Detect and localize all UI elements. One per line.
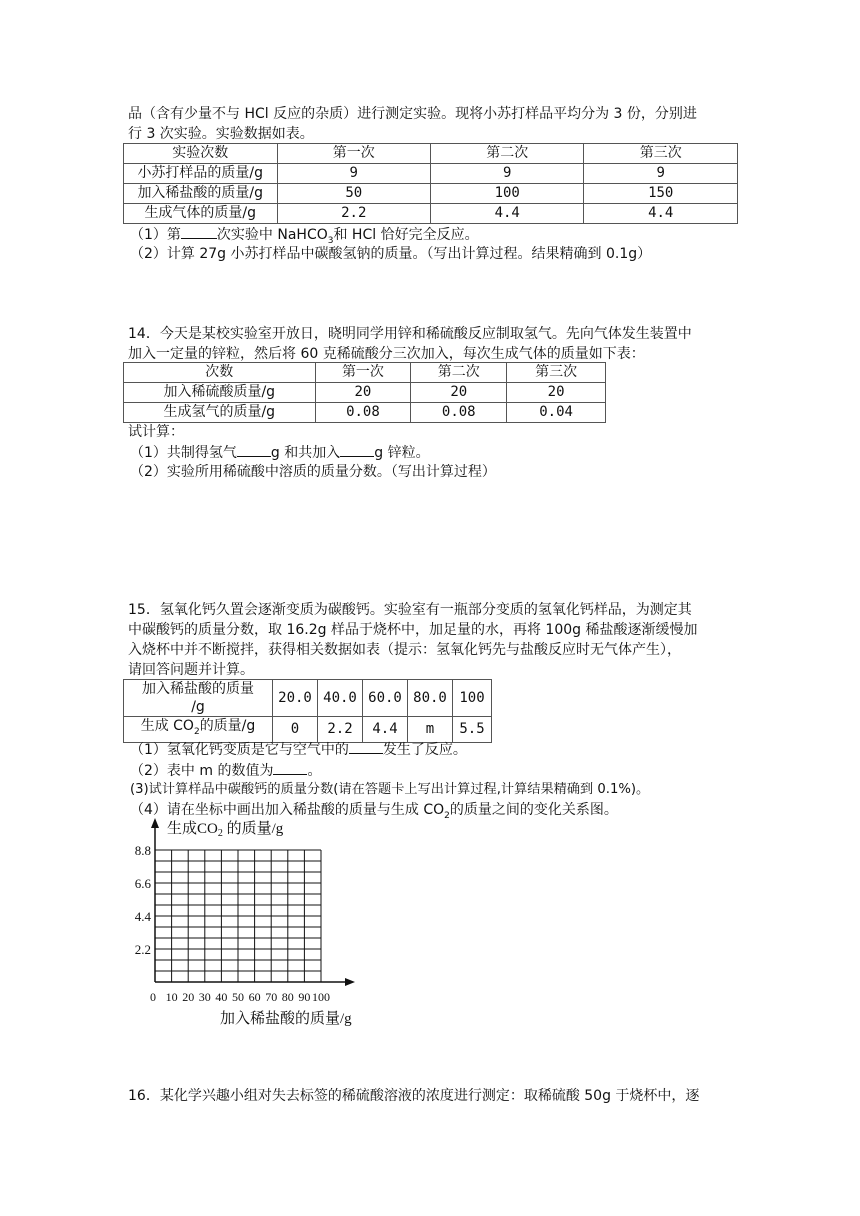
table-header-cell: 第三次 [584,144,738,164]
table-header-cell: 第一次 [277,144,430,164]
table-cell: 4.4 [363,717,408,743]
q13-intro-line1: 品（含有少量不与 HCl 反应的杂质）进行测定实验。现将小苏打样品平均分为 3 份，分别进 [128,106,697,122]
x-tick-label: 70 [265,990,278,1004]
y-tick-label: 6.6 [134,876,151,891]
q13-intro-line2: 行 3 次实验。实验数据如表。 [128,126,314,142]
q15-data-table [123,679,492,743]
table-cell: 加入稀硫酸质量/g [124,383,316,403]
q16-intro-line1: 16．某化学兴趣小组对失去标签的稀硫酸溶液的浓度进行测定：取稀硫酸 50g 于烧杯中，逐 [128,1088,700,1104]
q15-intro-line1: 15．氢氧化钙久置会逐渐变质为碳酸钙。实验室有一瓶部分变质的氢氧化钙样品，为测定其 [128,602,692,618]
table-cell: 60.0 [363,680,408,717]
table-cell: 9 [277,164,430,184]
table-header-cell: 次数 [124,363,316,383]
table-cell: 4.4 [584,204,738,224]
q13-subquestion-2: （2）计算 27g 小苏打样品中碳酸氢钠的质量。（写出计算过程。结果精确到 0.1g） [130,246,652,262]
table-cell: 加入稀盐酸的质量/g [124,184,278,204]
table-header-cell: 实验次数 [124,144,278,164]
table-header-cell: 第二次 [411,363,507,383]
x-tick-label: 0 [150,990,156,1004]
table-cell: 生成气体的质量/g [124,204,278,224]
table-cell: 生成氢气的质量/g [124,403,316,423]
y-tick-label: 2.2 [134,942,151,957]
answer-blank[interactable] [237,442,271,457]
table-cell: 2.2 [318,717,363,743]
table-row [124,383,606,403]
q13-subquestion-1: （1）第 次实验中 NaHCO$_3$和 HCl 恰好完全反应。 [130,224,750,251]
x-tick-label: 90 [298,990,311,1004]
table-row [124,164,738,184]
table-cell: 小苏打样品的质量/g [124,164,278,184]
q14-try-label: 试计算： [128,424,184,440]
table-header-cell: 第二次 [430,144,583,164]
q14-intro-line2: 加入一定量的锌粒，然后将 60 克稀硫酸分三次加入，每次生成气体的质量如下表： [128,346,645,362]
table-cell: 2.2 [277,204,430,224]
x-tick-label: 30 [198,990,211,1004]
answer-blank[interactable] [340,442,374,457]
table-cell: m [408,717,453,743]
table-cell: 0.08 [411,403,507,423]
table-cell: 20 [411,383,507,403]
y-tick-label: 8.8 [134,843,151,858]
q15-intro-line4: 请回答问题并计算。 [128,662,254,678]
q15-subquestion-1: （1）氢氧化钙变质是它与空气中的 发生了反应。 [130,739,750,760]
table-cell: 20.0 [273,680,318,717]
table-row [124,403,606,423]
table-row [124,680,492,717]
answer-blank[interactable] [349,739,383,754]
q15-intro-line2: 中碳酸钙的质量分数，取 16.2g 样品于烧杯中，加足量的水，再将 100g 稀盐酸逐渐缓慢加 [128,622,698,638]
x-axis-label: 加入稀盐酸的质量/g [220,1011,352,1027]
table-cell: 100 [453,680,492,717]
table-cell: 80.0 [408,680,453,717]
table-cell: 20 [507,383,606,403]
table-cell: 0 [273,717,318,743]
x-tick-label: 50 [232,990,244,1004]
table-cell: 150 [584,184,738,204]
table-cell: 9 [430,164,583,184]
x-tick-label: 10 [165,990,178,1004]
table-cell: 50 [277,184,430,204]
table-row-label: 生成 $CO_2$的质量/g [124,717,273,743]
table-header-cell: 第一次 [315,363,411,383]
x-tick-label: 40 [215,990,228,1004]
q15-subquestion-4: （4）请在坐标中画出加入稀盐酸的质量与生成 $CO_2$的质量之间的变化关系图。 [130,802,618,821]
coordinate-grid-chart [125,812,385,1032]
table-cell: 0.08 [315,403,411,423]
q15-subquestion-3: (3)试计算样品中碳酸钙的质量分数(请在答题卡上写出计算过程,计算结果精确到 0.1%)。 [130,782,650,797]
table-header-cell: 第三次 [507,363,606,383]
x-tick-label: 60 [248,990,261,1004]
y-tick-labels [135,843,152,957]
table-row-label: 加入稀盐酸的质量 /g [124,680,273,717]
table-cell: 4.4 [430,204,583,224]
x-axis-arrow-icon [345,978,355,986]
table-cell: 20 [315,383,411,403]
table-cell: 0.04 [507,403,606,423]
table-row [124,144,738,164]
q14-subquestion-1: （1）共制得氢气 g 和共加入 g 锌粒。 [130,442,750,463]
q14-subquestion-2: （2）实验所用稀硫酸中溶质的质量分数。（写出计算过程） [130,464,496,480]
x-tick-label: 100 [312,990,330,1004]
q14-intro-line1: 14．今天是某校实验室开放日，晓明同学用锌和稀硫酸反应制取氢气。先向气体发生装置中 [128,326,692,342]
answer-blank[interactable] [273,760,307,775]
table-row [124,184,738,204]
y-axis-arrow-icon [151,818,159,828]
x-tick-label: 80 [281,990,294,1004]
y-axis-label: 生成$CO_2$ 的质量/g [167,821,284,839]
table-cell: 100 [430,184,583,204]
table-cell: 40.0 [318,680,363,717]
x-tick-label: 20 [182,990,195,1004]
y-tick-label: 4.4 [134,909,151,924]
answer-blank[interactable] [181,224,217,239]
table-cell: 5.5 [453,717,492,743]
x-tick-labels [150,990,330,1004]
q13-data-table [123,143,738,224]
table-cell: 9 [584,164,738,184]
grid-lines [155,850,321,982]
q14-data-table [123,362,606,423]
q15-subquestion-2: （2）表中 m 的数值为 。 [130,760,750,781]
q15-intro-line3: 入烧杯中并不断搅拌，获得相关数据如表（提示：氢氧化钙先与盐酸反应时无气体产生）， [128,642,681,658]
table-row [124,363,606,383]
table-row [124,204,738,224]
